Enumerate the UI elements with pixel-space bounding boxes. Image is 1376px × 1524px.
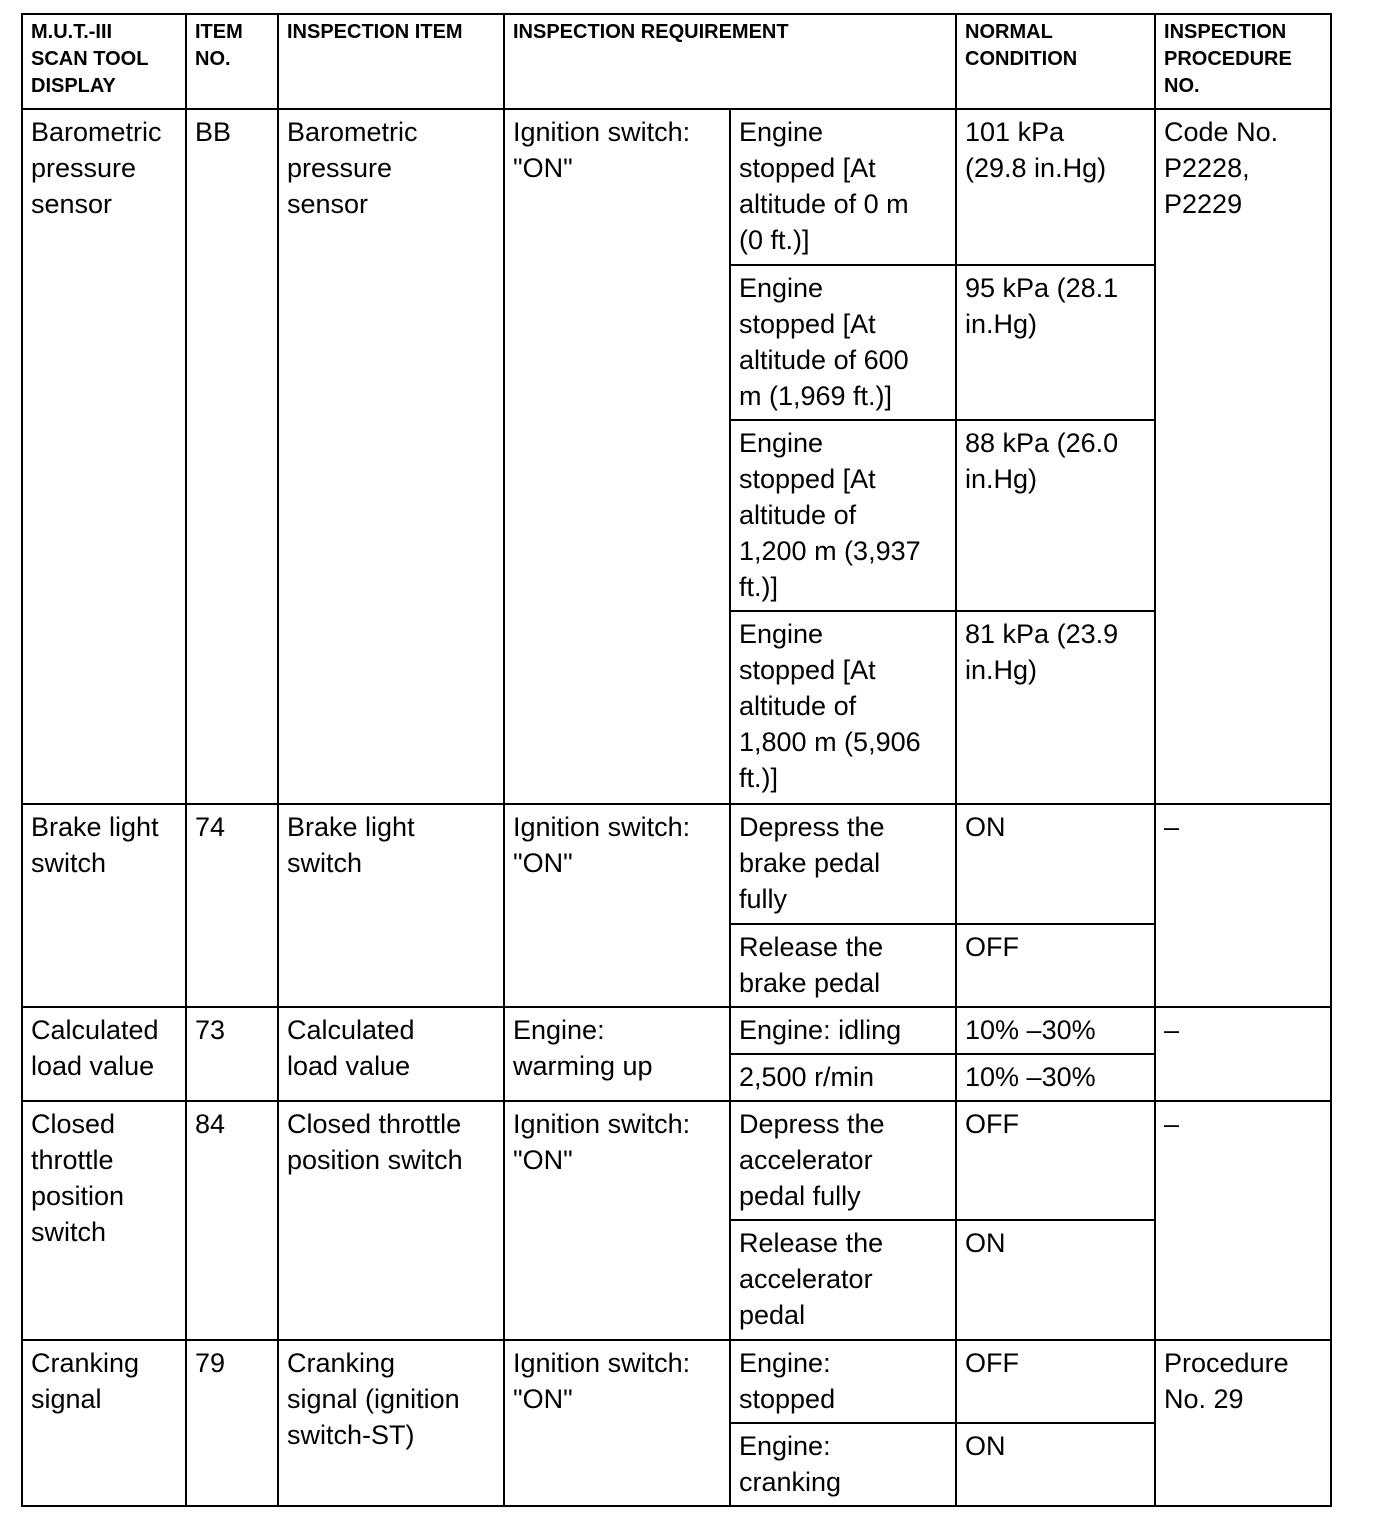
cell-condition: 2,500 r/min	[730, 1054, 956, 1101]
cell-display: Cranking signal	[22, 1340, 186, 1506]
cell-normal: 10% –30%	[956, 1007, 1155, 1054]
header-item-no: ITEM NO.	[186, 14, 278, 109]
table-row	[22, 109, 1331, 265]
cell-condition: Release the accelerator pedal	[730, 1220, 956, 1340]
cell-normal: 88 kPa (26.0 in.Hg)	[956, 420, 1155, 611]
header-normal-condition: NORMAL CONDITION	[956, 14, 1155, 109]
header-inspection-item: INSPECTION ITEM	[278, 14, 504, 109]
cell-normal: ON	[956, 1220, 1155, 1340]
header-row	[22, 14, 1331, 109]
cell-requirement: Engine: warming up	[504, 1007, 730, 1101]
cell-procedure: –	[1155, 804, 1331, 1007]
cell-condition: Release the brake pedal	[730, 924, 956, 1007]
cell-requirement: Ignition switch: "ON"	[504, 1101, 730, 1340]
cell-procedure: Code No. P2228, P2229	[1155, 109, 1331, 804]
cell-inspection-item: Closed throttle position switch	[278, 1101, 504, 1340]
cell-procedure: –	[1155, 1007, 1331, 1101]
cell-procedure: Procedure No. 29	[1155, 1340, 1331, 1506]
cell-condition: Depress the accelerator pedal fully	[730, 1101, 956, 1220]
cell-condition: Engine stopped [At altitude of 0 m (0 ft.)]	[730, 109, 956, 265]
cell-condition: Engine: idling	[730, 1007, 956, 1054]
cell-inspection-item: Barometric pressure sensor	[278, 109, 504, 804]
header-scan-tool-display: M.U.T.-III SCAN TOOL DISPLAY	[22, 14, 186, 109]
header-procedure-no: INSPECTION PROCEDURE NO.	[1155, 14, 1331, 109]
cell-requirement: Ignition switch: "ON"	[504, 804, 730, 1007]
cell-condition: Engine: stopped	[730, 1340, 956, 1423]
cell-normal: ON	[956, 1423, 1155, 1506]
cell-requirement: Ignition switch: "ON"	[504, 1340, 730, 1506]
cell-inspection-item: Brake light switch	[278, 804, 504, 1007]
cell-display: Calculated load value	[22, 1007, 186, 1101]
header-inspection-requirement: INSPECTION REQUIREMENT	[504, 14, 956, 109]
cell-display: Brake light switch	[22, 804, 186, 1007]
cell-item-no: 84	[186, 1101, 278, 1340]
cell-condition: Engine stopped [At altitude of 1,800 m (5,906 ft.)]	[730, 611, 956, 804]
table-row	[22, 1007, 1331, 1054]
cell-normal: OFF	[956, 1340, 1155, 1423]
cell-procedure: –	[1155, 1101, 1331, 1340]
inspection-table	[21, 13, 1332, 1507]
cell-normal: ON	[956, 804, 1155, 924]
cell-item-no: 73	[186, 1007, 278, 1101]
cell-inspection-item: Cranking signal (ignition switch-ST)	[278, 1340, 504, 1506]
cell-condition: Depress the brake pedal fully	[730, 804, 956, 924]
cell-condition: Engine: cranking	[730, 1423, 956, 1506]
cell-condition: Engine stopped [At altitude of 1,200 m (3,937 ft.)]	[730, 420, 956, 611]
cell-normal: 95 kPa (28.1 in.Hg)	[956, 265, 1155, 420]
cell-requirement: Ignition switch: "ON"	[504, 109, 730, 804]
cell-normal: OFF	[956, 1101, 1155, 1220]
cell-item-no: BB	[186, 109, 278, 804]
cell-display: Barometric pressure sensor	[22, 109, 186, 804]
cell-normal: 101 kPa (29.8 in.Hg)	[956, 109, 1155, 265]
cell-inspection-item: Calculated load value	[278, 1007, 504, 1101]
cell-normal: 81 kPa (23.9 in.Hg)	[956, 611, 1155, 804]
cell-item-no: 79	[186, 1340, 278, 1506]
cell-item-no: 74	[186, 804, 278, 1007]
table-row	[22, 1340, 1331, 1423]
cell-condition: Engine stopped [At altitude of 600 m (1,969 ft.)]	[730, 265, 956, 420]
cell-display: Closed throttle position switch	[22, 1101, 186, 1340]
table-row	[22, 804, 1331, 924]
cell-normal: 10% –30%	[956, 1054, 1155, 1101]
table-row	[22, 1101, 1331, 1220]
cell-normal: OFF	[956, 924, 1155, 1007]
